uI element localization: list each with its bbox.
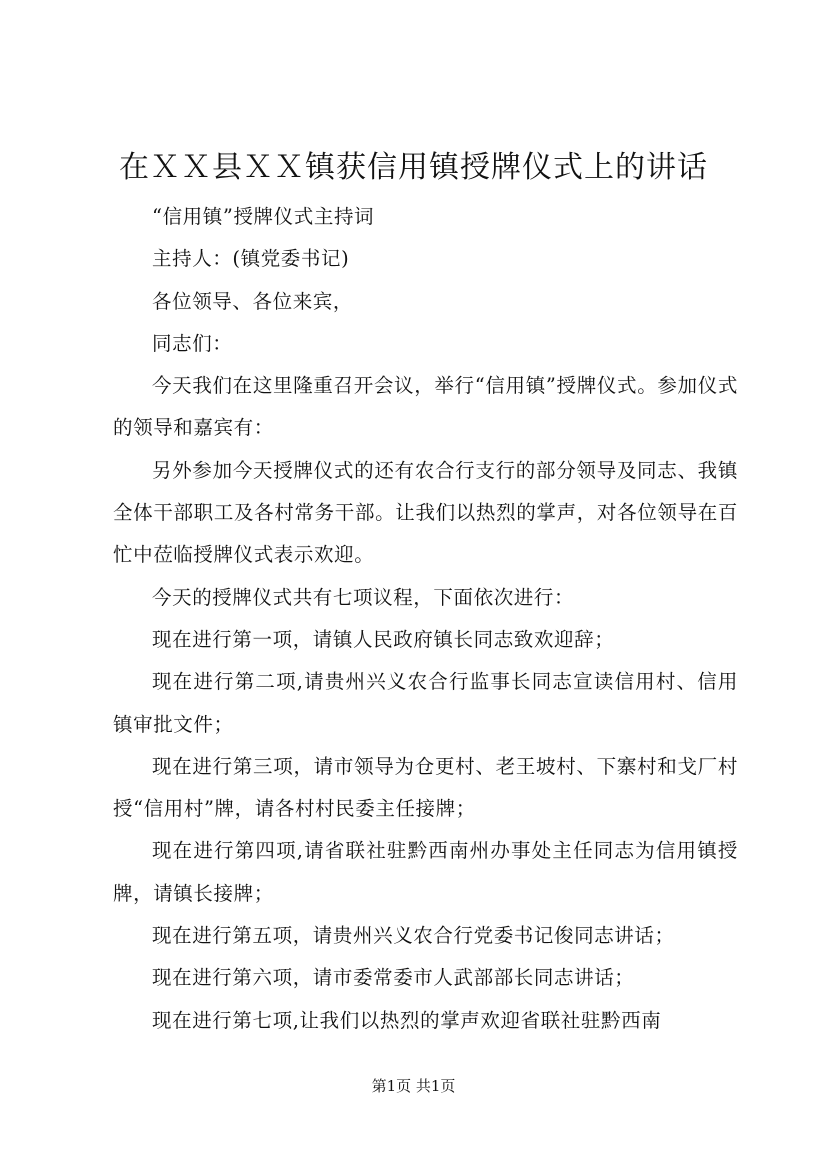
page-footer: 第1页 共1页 [371, 1077, 456, 1095]
document-body [113, 196, 738, 1042]
paragraph: 现在进行第六项，请市委常委市人武部部长同志讲话； [152, 966, 635, 990]
paragraph: 另外参加今天授牌仪式的还有农合行支行的部分领导及同志、我镇全体干部职工及各村常务干部。让我们以热烈的掌声，对各位领导在百忙中莅临授牌仪式表示欢迎。 [113, 458, 738, 567]
paragraph: 现在进行第三项，请市领导为仓更村、老王坡村、下寨村和戈厂村授“信用村”牌，请各村村民委主任接牌； [113, 754, 738, 821]
paragraph: 现在进行第四项,请省联社驻黔西南州办事处主任同志为信用镇授牌，请镇长接牌； [113, 839, 738, 905]
paragraph: 现在进行第七项,让我们以热烈的掌声欢迎省联社驻黔西南 [152, 1008, 662, 1032]
paragraph: 今天的授牌仪式共有七项议程，下面依次进行： [152, 585, 575, 609]
paragraph: 同志们： [152, 331, 233, 355]
document-title: 在ＸＸ县ＸＸ镇获信用镇授牌仪式上的讲话 [119, 150, 708, 185]
paragraph: 现在进行第一项，请镇人民政府镇长同志致欢迎辞； [152, 627, 615, 651]
paragraph: 现在进行第五项，请贵州兴义农合行党委书记俊同志讲话； [152, 924, 675, 948]
paragraph: 各位领导、各位来宾， [152, 289, 354, 313]
paragraph: “信用镇”授牌仪式主持词 [152, 205, 375, 228]
paragraph: 现在进行第二项,请贵州兴义农合行监事长同志宣读信用村、信用镇审批文件； [113, 670, 738, 736]
paragraph: 主持人：(镇党委书记) [152, 247, 350, 271]
paragraph: 今天我们在这里隆重召开会议，举行“信用镇”授牌仪式。参加仪式的领导和嘉宾有： [113, 374, 738, 440]
